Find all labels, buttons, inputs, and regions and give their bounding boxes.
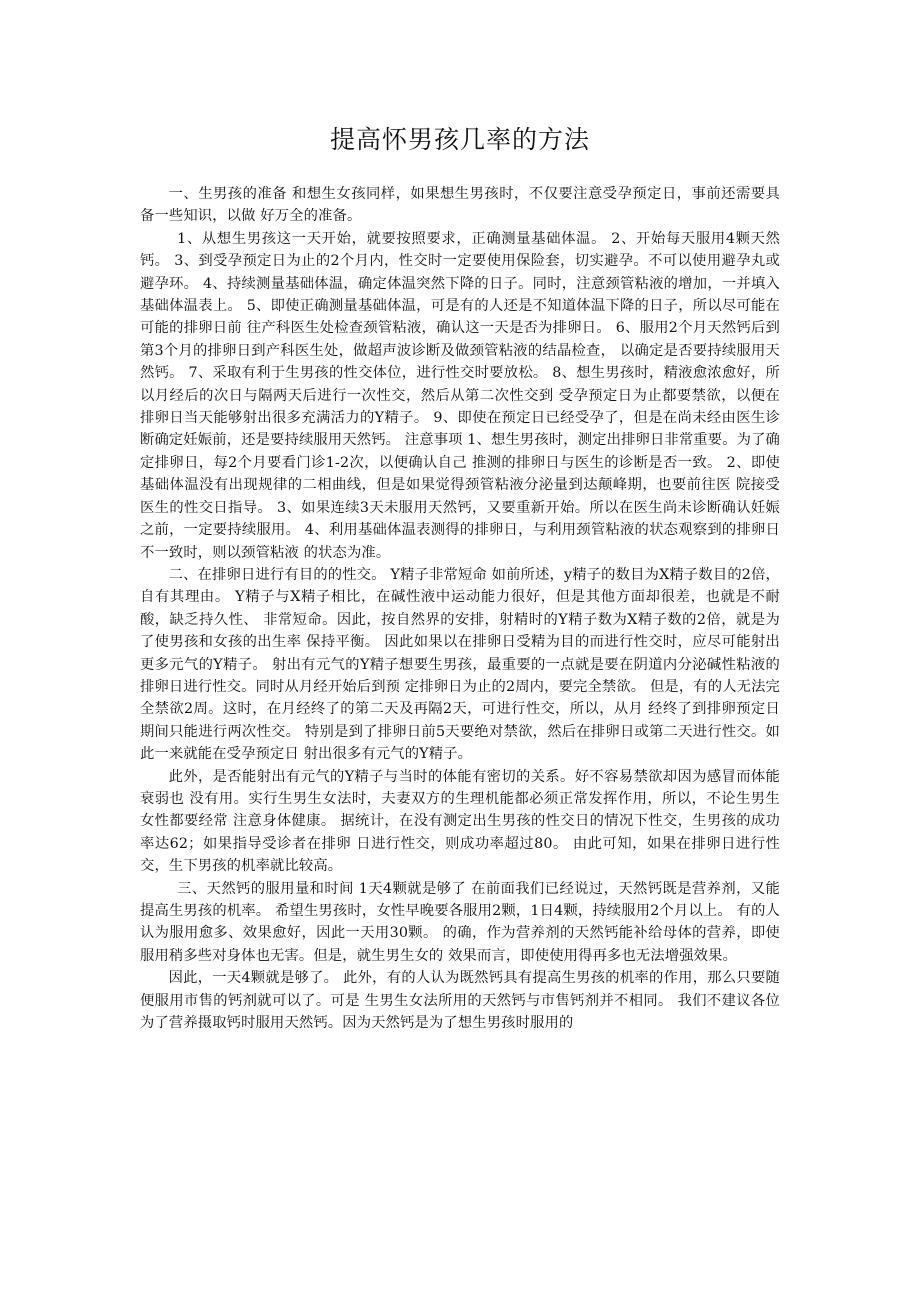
paragraph: 一、生男孩的准备 和想生女孩同样，如果想生男孩时，不仅要注意受孕预定日，事前还需要具备一些知识，以做 好万全的准备。 xyxy=(140,186,780,225)
page-title: 提高怀男孩几率的方法 xyxy=(329,125,590,154)
paragraph: 三、天然钙的服用量和时间 1天4颗就是够了 在前面我们已经说过，天然钙既是营养剂，又能提高生男孩的机率。 希望生男孩时，女性早晚要各服用2颗，1日4颗，持续服用2个月以上。 有的人认为服用愈多、效果愈好，因此一天用30颗。 的确，作为营养剂的天然钙能补给母体的营养，即使服用稍多些对身体也无害。但是，就生男生女的 效果而言，即使使用得再多也无法增强效果。 xyxy=(140,880,780,964)
paragraph: 此外，是否能射出有元气的Y精子与当时的体能有密切的关系。好不容易禁欲却因为感冒而体能衰弱也 没有用。实行生男生女法时，夫妻双方的生理机能都必须正常发挥作用，所以，不论生男生女性都要经常 注意身体健康。 据统计，在没有测定出生男孩的性交日的情况下性交，生男孩的成功率达62；如果指导受诊者在排卵 日进行性交，则成功率超过80。 由此可知，如果在排卵日进行性交，生下男孩的机率就比较高。 xyxy=(140,768,780,875)
document-body xyxy=(140,183,780,1034)
paragraph: 1、从想生男孩这一天开始，就要按照要求，正确测量基础体温。 2、开始每天服用4颗天然钙。 3、到受孕预定日为止的2个月内，性交时一定要使用保险套，切实避孕。不可以使用避孕丸或避孕环。 4、持续测量基础体温，确定体温突然下降的日子。同时，注意颈管粘液的增加，一并填入基础体温表上。 5、即使正确测量基础体温，可是有的人还是不知道体温下降的日子，所以尽可能在可能的排卵日前 往产科医生处检查颈管粘液，确认这一天是否为排卵日。 6、服用2个月天然钙后到第3个月的排卵日到产科医生处，做超声波诊断及做颈管粘液的结晶检查， 以确定是否要持续服用天然钙。 7、采取有利于生男孩的性交体位，进行性交时要放松。 8、想生男孩时，精液愈浓愈好，所以月经后的次日与隔两天后进行一次性交，然后从第二次性交到 受孕预定日为止都要禁欲，以便在排卵日当天能够射出很多充满活力的Y精子。 9、即使在预定日已经受孕了，但是在尚未经由医生诊断确定妊娠前，还是要持续服用天然钙。 注意事项 1、想生男孩时，测定出排卵日非常重要。为了确定排卵日，每2个月要看门诊1-2次，以便确认自己 推测的排卵日与医生的诊断是否一致。 2、即使基础体温没有出现规律的二相曲线，但是如果觉得颈管粘液分泌量到达颠峰期，也要前往医 院接受医生的性交日指导。 3、如果连续3天未服用天然钙，又要重新开始。所以在医生尚未诊断确认妊娠之前，一定要持续服用。 4、利用基础体温表测得的排卵日，与利用颈管粘液的状态观察到的排卵日不一致时，则以颈管粘液 的状态为准。 xyxy=(140,230,780,561)
paragraph: 因此，一天4颗就是够了。 此外，有的人认为既然钙具有提高生男孩的机率的作用，那么只要随便服用市售的钙剂就可以了。可是 生男生女法所用的天然钙与市售钙剂并不相同。 我们不建议各位为了营养摄取钙时服用天然钙。因为天然钙是为了想生男孩时服用的 xyxy=(140,970,780,1032)
paragraph: 二、在排卵日进行有目的的性交。 Y精子非常短命 如前所述，y精子的数目为X精子数目的2倍，自有其理由。 Y精子与X精子相比，在碱性液中运动能力很好，但是其他方面却很差，也就是不耐酸，缺乏持久性、 非常短命。因此，按自然界的安排，射精时的Y精子数为X精子数的2倍，就是为了使男孩和女孩的出生率 保持平衡。 因此如果以在排卵日受精为目的而进行性交时，应尽可能射出更多元气的Y精子。 射出有元气的Y精子想要生男孩，最重要的一点就是要在阴道内分泌碱性粘液的排卵日进行性交。同时从月经开始后到预 定排卵日为止的2周内，要完全禁欲。 但是，有的人无法完全禁欲2周。这时，在月经终了的第二天及再隔2天，可进行性交，所以，从月 经终了到排卵预定日期间只能进行两次性交。 特别是到了排卵日前5天要绝对禁欲，然后在排卵日或第二天进行性交。如此一来就能在受孕预定日 射出很多有元气的Y精子。 xyxy=(140,566,780,763)
